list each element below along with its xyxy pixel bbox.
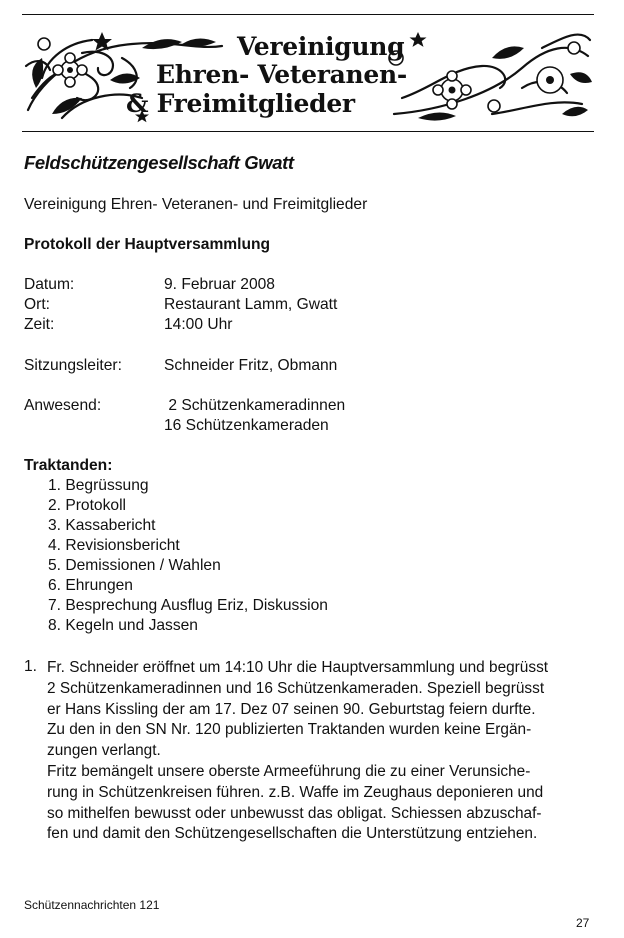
info-label-place: Ort: <box>24 296 50 313</box>
info-label-date: Datum: <box>24 276 75 293</box>
present-line-2: 16 Schützenkameraden <box>164 417 329 434</box>
agenda-item: 7. Besprechung Ausflug Eriz, Diskussion <box>48 597 328 614</box>
chair-label: Sitzungsleiter: <box>24 357 122 374</box>
chair-value: Schneider Fritz, Obmann <box>164 357 338 374</box>
info-value-time: 14:00 Uhr <box>164 316 233 333</box>
page-title: Feldschützengesellschaft Gwatt <box>24 152 294 173</box>
section-number: 1. <box>24 658 38 675</box>
agenda-item: 5. Demissionen / Wahlen <box>48 557 221 574</box>
paragraph-line: 2 Schützenkameradinnen und 16 Schützenkameraden. Speziell begrüsst <box>47 679 545 697</box>
paragraph-line: Fr. Schneider eröffnet um 14:10 Uhr die Hauptversammlung und begrüsst <box>47 659 549 676</box>
info-value-date: 9. Februar 2008 <box>164 276 275 293</box>
paragraph-line: Fritz bemängelt unsere oberste Armeeführung die zu einer Verunsiche- <box>47 762 531 780</box>
info-label-time: Zeit: <box>24 316 55 333</box>
agenda-item: 1. Begrüssung <box>48 477 149 494</box>
info-value-place: Restaurant Lamm, Gwatt <box>164 296 338 313</box>
agenda-item: 2. Protokoll <box>48 497 127 514</box>
header-line-3: & Freimitglieder <box>126 89 355 118</box>
section-paragraph <box>47 658 595 845</box>
footer-publication: Schützennachrichten 121 <box>24 898 160 912</box>
header-bottom-rule <box>22 131 594 132</box>
protocol-title: Protokoll der Hauptversammlung <box>24 236 271 253</box>
agenda-item: 3. Kassabericht <box>48 517 156 534</box>
paragraph-line: er Hans Kissling der am 17. Dez 07 seinen 90. Geburtstag feiern durfte. <box>47 700 536 718</box>
agenda-item: 6. Ehrungen <box>48 577 133 594</box>
paragraph-line: rung in Schützenkreisen führen. z.B. Waffe im Zeughaus deponieren und <box>47 783 544 801</box>
paragraph-line: fen und damit den Schützengesellschaften die Unterstützung entziehen. <box>47 825 538 843</box>
header-line-1: Vereinigung <box>237 32 405 61</box>
agenda-item: 4. Revisionsbericht <box>48 537 180 554</box>
agenda-item: 8. Kegeln und Jassen <box>48 617 198 634</box>
present-line-1: 2 Schützenkameradinnen <box>164 397 346 414</box>
subtitle: Vereinigung Ehren- Veteranen- und Freimitglieder <box>24 196 368 213</box>
page-number: 27 <box>576 916 590 930</box>
present-label: Anwesend: <box>24 397 102 414</box>
header-line-2: Ehren- Veteranen- <box>156 60 407 89</box>
paragraph-line: zungen verlangt. <box>47 742 161 760</box>
paragraph-line: so mithelfen bewusst oder unbewusst das obligat. Schiessen abzuschaf- <box>47 804 542 822</box>
paragraph-line: Zu den in den SN Nr. 120 publizierten Traktanden wurden keine Ergän- <box>47 721 532 739</box>
header-banner <box>22 18 594 130</box>
header-top-rule <box>22 14 594 15</box>
agenda-heading: Traktanden: <box>24 457 113 474</box>
